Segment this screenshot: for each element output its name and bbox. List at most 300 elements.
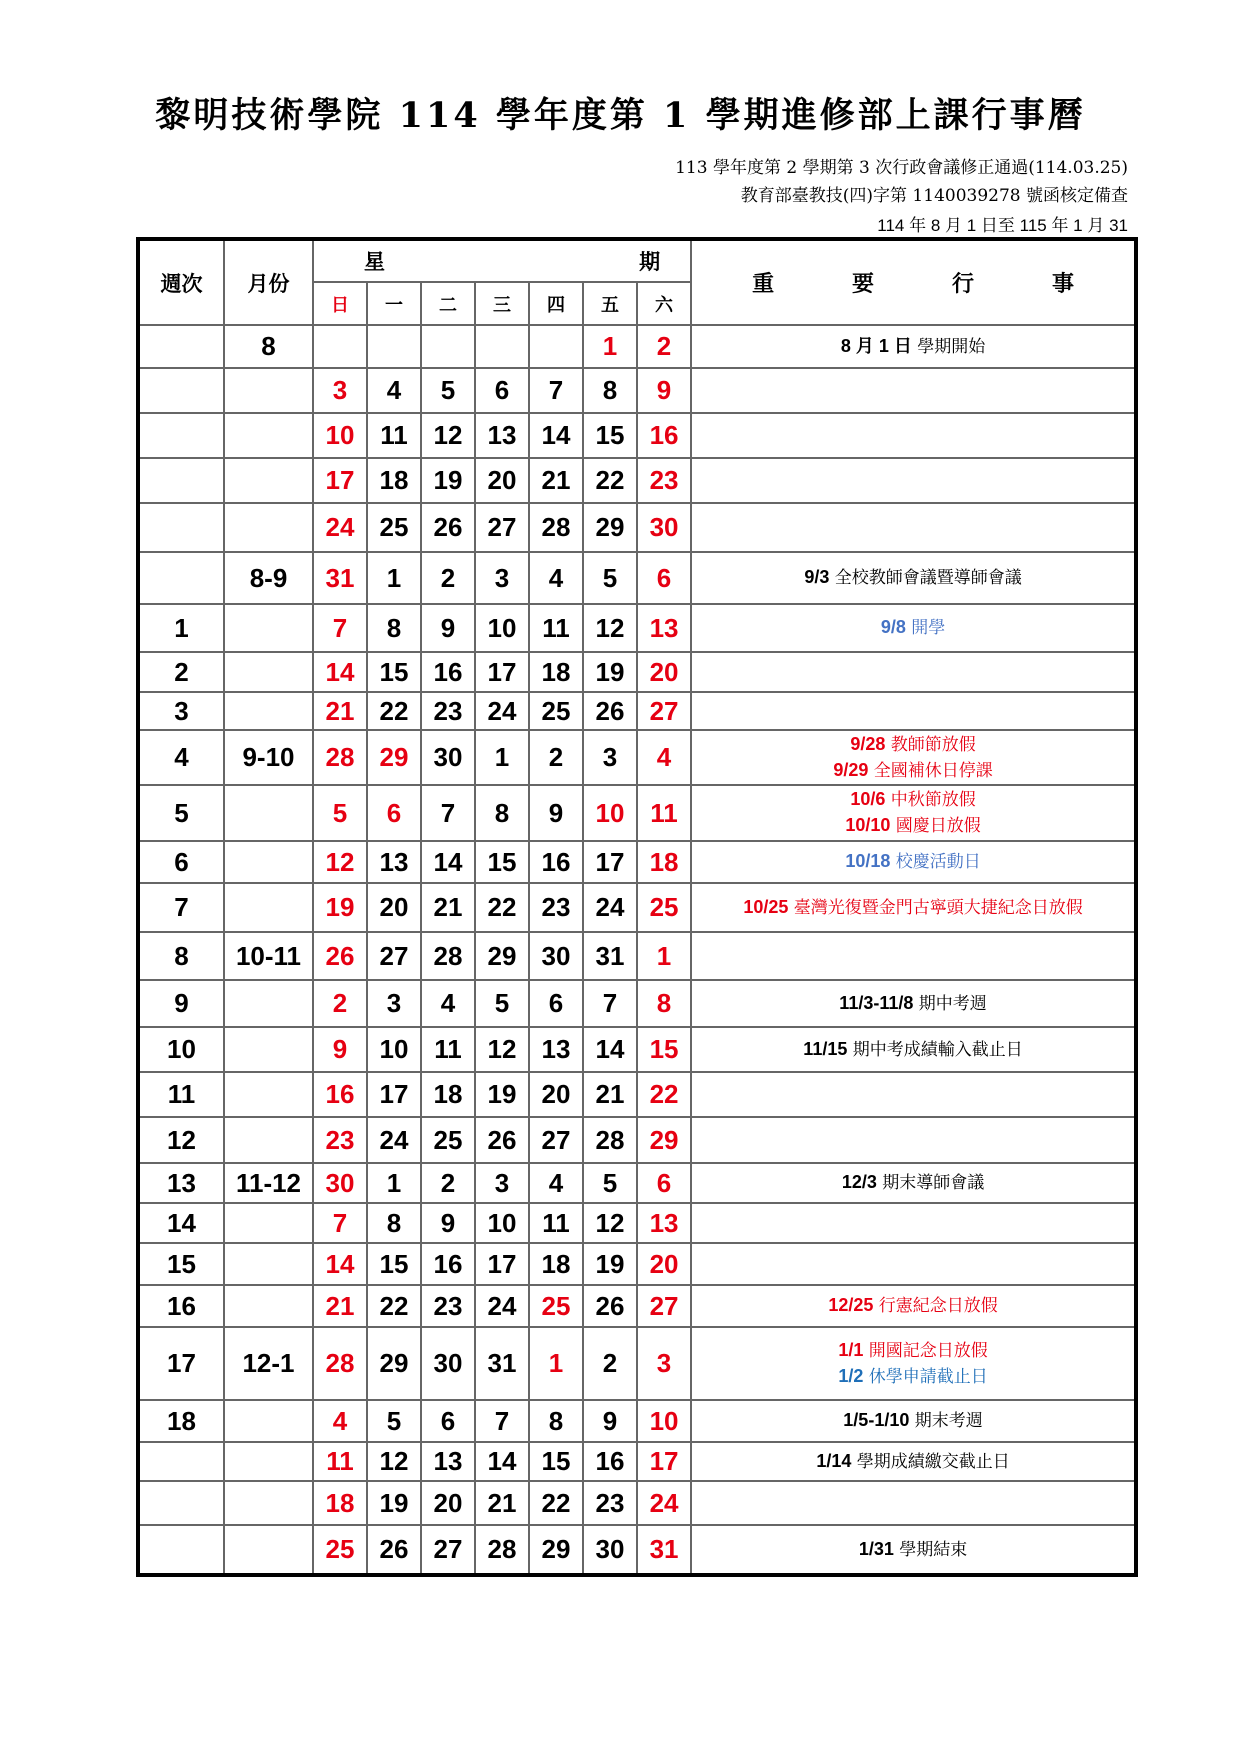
day-cell: 16 [583,1442,637,1481]
day-cell: 18 [421,1072,475,1117]
day-cell: 14 [313,652,367,692]
events-cell [691,730,1136,785]
day-cell: 9 [583,1400,637,1442]
event-item [692,1293,1134,1319]
day-cell: 28 [583,1117,637,1163]
day-cell: 20 [367,883,421,932]
day-cell: 27 [421,1525,475,1575]
event-text: 全校教師會議暨導師會議 [834,568,1022,588]
calendar-row [138,604,1136,652]
day-cell: 16 [421,1243,475,1285]
month-label: 8-9 [224,552,313,604]
calendar-table [136,237,1138,1577]
day-cell: 11 [637,785,691,841]
day-cell: 14 [313,1243,367,1285]
day-cell: 10 [637,1400,691,1442]
day-cell: 9 [637,368,691,413]
event-date: 9/8 [880,617,906,637]
header-day-wed: 三 [475,282,529,325]
day-cell: 6 [529,980,583,1027]
day-cell: 10 [367,1027,421,1072]
day-cell: 13 [475,413,529,458]
day-cell: 27 [475,503,529,552]
month-label: 12-1 [224,1327,313,1400]
header-month: 月份 [224,239,313,325]
event-text: 期中考成績輸入截止日 [852,1039,1023,1060]
event-date: 11/3-11/8 [839,992,914,1013]
event-text: 休學申請截止日 [868,1366,988,1387]
day-cell: 30 [313,1163,367,1203]
week-number: 17 [138,1327,224,1400]
day-cell: 21 [421,883,475,932]
week-number: 9 [138,980,224,1027]
day-cell: 25 [637,883,691,932]
month-label [224,368,313,413]
calendar-row [138,730,1136,785]
day-cell: 3 [475,1163,529,1203]
event-text: 期中考週 [918,993,987,1014]
event-text: 校慶活動日 [895,852,981,872]
day-cell: 12 [583,1203,637,1243]
day-cell: 2 [583,1327,637,1400]
calendar-body [138,325,1136,1575]
month-label: 8 [224,325,313,368]
week-number: 6 [138,841,224,883]
day-cell: 11 [529,604,583,652]
day-cell: 4 [421,980,475,1027]
day-cell: 17 [475,1243,529,1285]
event-text: 期末導師會議 [882,1173,985,1193]
day-cell: 9 [421,1203,475,1243]
day-cell: 4 [367,368,421,413]
day-cell: 11 [367,413,421,458]
header-day-sun: 日 [313,282,367,325]
day-cell: 22 [637,1072,691,1117]
calendar-row [138,1327,1136,1400]
week-number [138,1525,224,1575]
week-number: 4 [138,730,224,785]
week-number: 12 [138,1117,224,1163]
calendar-row [138,458,1136,503]
event-text: 期末考週 [914,1411,983,1431]
event-item [692,565,1134,591]
day-cell: 2 [529,730,583,785]
events-cell [691,785,1136,841]
month-label [224,1525,313,1575]
day-cell: 15 [637,1027,691,1072]
day-cell: 6 [421,1400,475,1442]
week-number: 8 [138,932,224,980]
event-item [692,1449,1134,1475]
month-label [224,883,313,932]
day-cell: 4 [637,730,691,785]
day-cell: 23 [637,458,691,503]
day-cell [367,325,421,368]
event-date: 9/3 [804,567,830,587]
day-cell: 6 [475,368,529,413]
month-label [224,1285,313,1327]
day-cell: 22 [583,458,637,503]
day-cell: 4 [529,552,583,604]
event-item [692,1408,1134,1434]
day-cell: 21 [583,1072,637,1117]
day-cell: 11 [421,1027,475,1072]
event-date: 1/14 [816,1450,852,1471]
calendar-row [138,368,1136,413]
ministry-approval-note: 教育部臺教技(四)字第 1140039278 號函核定備查 [740,186,1128,206]
day-cell: 28 [313,730,367,785]
day-cell: 27 [367,932,421,980]
day-cell: 5 [421,368,475,413]
day-cell: 5 [313,785,367,841]
calendar-row [138,552,1136,604]
day-cell: 25 [367,503,421,552]
month-label: 11-12 [224,1163,313,1203]
events-cell [691,1400,1136,1442]
month-label [224,1400,313,1442]
day-cell: 14 [475,1442,529,1481]
day-cell: 7 [475,1400,529,1442]
day-cell [475,325,529,368]
day-cell: 9 [313,1027,367,1072]
calendar-row [138,1163,1136,1203]
day-cell: 30 [583,1525,637,1575]
day-cell: 16 [637,413,691,458]
day-cell: 15 [529,1442,583,1481]
day-cell: 30 [421,1327,475,1400]
events-cell [691,692,1136,730]
day-cell: 26 [367,1525,421,1575]
day-cell: 5 [367,1400,421,1442]
month-label [224,1117,313,1163]
day-cell: 17 [475,652,529,692]
calendar-row [138,1285,1136,1327]
day-cell: 16 [313,1072,367,1117]
week-number: 18 [138,1400,224,1442]
calendar-row [138,1027,1136,1072]
events-cell [691,1203,1136,1243]
event-item [692,1338,1134,1364]
day-cell: 31 [637,1525,691,1575]
day-cell: 7 [421,785,475,841]
week-number [138,503,224,552]
day-cell: 2 [637,325,691,368]
day-cell: 14 [421,841,475,883]
month-label [224,1442,313,1481]
day-cell: 24 [637,1481,691,1525]
day-cell: 15 [475,841,529,883]
day-cell: 21 [529,458,583,503]
day-cell: 8 [529,1400,583,1442]
day-cell: 19 [583,652,637,692]
month-label [224,841,313,883]
day-cell: 5 [475,980,529,1027]
calendar-row [138,980,1136,1027]
day-cell: 28 [421,932,475,980]
calendar-row [138,1072,1136,1117]
day-cell: 20 [475,458,529,503]
calendar-row [138,883,1136,932]
day-cell: 30 [421,730,475,785]
events-cell [691,1285,1136,1327]
events-cell [691,1442,1136,1481]
day-cell: 2 [313,980,367,1027]
day-cell: 17 [637,1442,691,1481]
calendar-row [138,1481,1136,1525]
events-cell [691,1117,1136,1163]
event-date: 12/25 [828,1295,874,1315]
day-cell: 26 [421,503,475,552]
calendar-row [138,1400,1136,1442]
calendar-row [138,413,1136,458]
calendar-row [138,1243,1136,1285]
day-cell: 10 [583,785,637,841]
week-number [138,325,224,368]
day-cell: 4 [529,1163,583,1203]
day-cell: 7 [313,604,367,652]
header-events [691,239,1136,325]
day-cell: 29 [583,503,637,552]
day-cell: 26 [313,932,367,980]
events-cell [691,1327,1136,1400]
events-cell [691,932,1136,980]
event-item [692,758,1134,784]
month-label [224,1027,313,1072]
day-cell: 16 [529,841,583,883]
week-number: 15 [138,1243,224,1285]
month-label [224,652,313,692]
day-cell: 13 [529,1027,583,1072]
events-cell [691,552,1136,604]
event-date: 10/6 [850,789,886,809]
day-cell: 26 [583,692,637,730]
day-cell: 21 [313,692,367,730]
day-cell: 24 [475,692,529,730]
day-cell: 16 [421,652,475,692]
day-cell: 28 [475,1525,529,1575]
event-text: 國慶日放假 [895,816,981,836]
month-label [224,503,313,552]
day-cell: 24 [475,1285,529,1327]
day-cell: 8 [475,785,529,841]
week-number: 2 [138,652,224,692]
day-cell: 23 [583,1481,637,1525]
day-cell: 26 [583,1285,637,1327]
event-text: 行憲紀念日放假 [878,1296,998,1316]
day-cell: 15 [367,1243,421,1285]
day-cell: 14 [583,1027,637,1072]
day-cell: 29 [637,1117,691,1163]
month-label [224,413,313,458]
header-events-char: 行 [952,271,975,297]
event-item [692,615,1134,641]
events-cell [691,458,1136,503]
day-cell: 31 [313,552,367,604]
events-cell [691,1027,1136,1072]
events-cell [691,503,1136,552]
event-date: 12/3 [841,1172,877,1192]
calendar-row [138,325,1136,368]
day-cell: 29 [475,932,529,980]
month-label [224,1203,313,1243]
day-cell: 24 [583,883,637,932]
day-cell: 1 [367,552,421,604]
day-cell: 17 [583,841,637,883]
event-text: 學期開始 [917,336,986,357]
day-cell: 19 [313,883,367,932]
day-cell [529,325,583,368]
day-cell: 12 [313,841,367,883]
day-cell: 1 [529,1327,583,1400]
events-cell [691,1072,1136,1117]
event-item [692,991,1134,1017]
month-label: 10-11 [224,932,313,980]
header-day-sat: 六 [637,282,691,325]
day-cell: 7 [583,980,637,1027]
event-date: 8 月 1 日 [840,335,912,356]
day-cell: 22 [529,1481,583,1525]
day-cell: 3 [637,1327,691,1400]
day-cell: 12 [367,1442,421,1481]
event-text: 中秋節放假 [890,790,976,810]
day-cell: 14 [529,413,583,458]
page-title: 黎明技術學院 114 學年度第 1 學期進修部上課行事曆 [155,95,1086,136]
month-label [224,1072,313,1117]
week-number: 16 [138,1285,224,1327]
day-cell: 10 [475,1203,529,1243]
day-cell: 12 [583,604,637,652]
event-item [692,849,1134,875]
day-cell: 5 [583,1163,637,1203]
event-item [692,732,1134,758]
day-cell: 13 [421,1442,475,1481]
event-item [692,895,1134,921]
day-cell: 5 [583,552,637,604]
header-weekday-left: 星 [364,249,385,274]
day-cell: 13 [637,1203,691,1243]
day-cell [313,325,367,368]
day-cell: 10 [475,604,529,652]
header-day-thu: 四 [529,282,583,325]
week-number: 1 [138,604,224,652]
day-cell: 23 [313,1117,367,1163]
day-cell: 30 [529,932,583,980]
week-number: 10 [138,1027,224,1072]
day-cell: 21 [313,1285,367,1327]
day-cell: 28 [313,1327,367,1400]
day-cell: 25 [421,1117,475,1163]
day-cell: 2 [421,552,475,604]
event-text: 開國記念日放假 [868,1340,988,1361]
day-cell: 22 [367,1285,421,1327]
event-date: 9/28 [850,733,886,754]
day-cell: 23 [421,1285,475,1327]
week-number [138,1481,224,1525]
event-date: 1/2 [838,1365,864,1386]
header-events-char: 要 [852,271,875,297]
week-number: 13 [138,1163,224,1203]
day-cell: 6 [637,1163,691,1203]
day-cell: 13 [367,841,421,883]
day-cell: 7 [313,1203,367,1243]
day-cell: 15 [583,413,637,458]
events-cell [691,413,1136,458]
day-cell: 21 [475,1481,529,1525]
calendar-row [138,1203,1136,1243]
day-cell: 31 [583,932,637,980]
week-number [138,1442,224,1481]
event-text: 教師節放假 [890,734,976,755]
events-cell [691,652,1136,692]
day-cell: 1 [583,325,637,368]
day-cell: 9 [529,785,583,841]
month-label [224,980,313,1027]
events-cell [691,841,1136,883]
day-cell: 30 [637,503,691,552]
day-cell: 3 [475,552,529,604]
month-label [224,785,313,841]
day-cell: 13 [637,604,691,652]
day-cell: 3 [367,980,421,1027]
event-text: 開學 [911,618,946,638]
day-cell: 11 [313,1442,367,1481]
day-cell: 31 [475,1327,529,1400]
day-cell: 4 [313,1400,367,1442]
week-number: 5 [138,785,224,841]
header-events-char: 事 [1051,271,1074,297]
day-cell: 27 [529,1117,583,1163]
day-cell: 1 [475,730,529,785]
week-number: 11 [138,1072,224,1117]
event-text: 學期成績繳交截止日 [856,1451,1010,1472]
event-item [692,334,1134,360]
day-cell: 27 [637,1285,691,1327]
header-day-tue: 二 [421,282,475,325]
calendar-row [138,932,1136,980]
day-cell: 20 [421,1481,475,1525]
event-item [692,1170,1134,1196]
day-cell: 29 [367,730,421,785]
day-cell: 8 [367,604,421,652]
header-day-mon: 一 [367,282,421,325]
header-events-char: 重 [752,271,775,297]
day-cell: 29 [529,1525,583,1575]
day-cell: 18 [529,1243,583,1285]
day-cell: 15 [367,652,421,692]
day-cell: 3 [583,730,637,785]
day-cell: 18 [367,458,421,503]
events-cell [691,883,1136,932]
month-label [224,458,313,503]
day-cell: 20 [529,1072,583,1117]
event-date: 11/15 [803,1038,848,1059]
events-cell [691,368,1136,413]
day-cell: 23 [421,692,475,730]
day-cell: 3 [313,368,367,413]
day-cell: 10 [313,413,367,458]
calendar-row [138,841,1136,883]
event-date: 1/5-1/10 [843,1410,910,1430]
event-date: 10/25 [743,896,789,917]
events-cell [691,1163,1136,1203]
day-cell: 25 [529,692,583,730]
day-cell: 19 [583,1243,637,1285]
day-cell: 26 [475,1117,529,1163]
calendar-row [138,1442,1136,1481]
approval-note: 113 學年度第 2 學期第 3 次行政會議修正通過(114.03.25) [675,158,1128,178]
day-cell: 24 [313,503,367,552]
day-cell: 8 [637,980,691,1027]
